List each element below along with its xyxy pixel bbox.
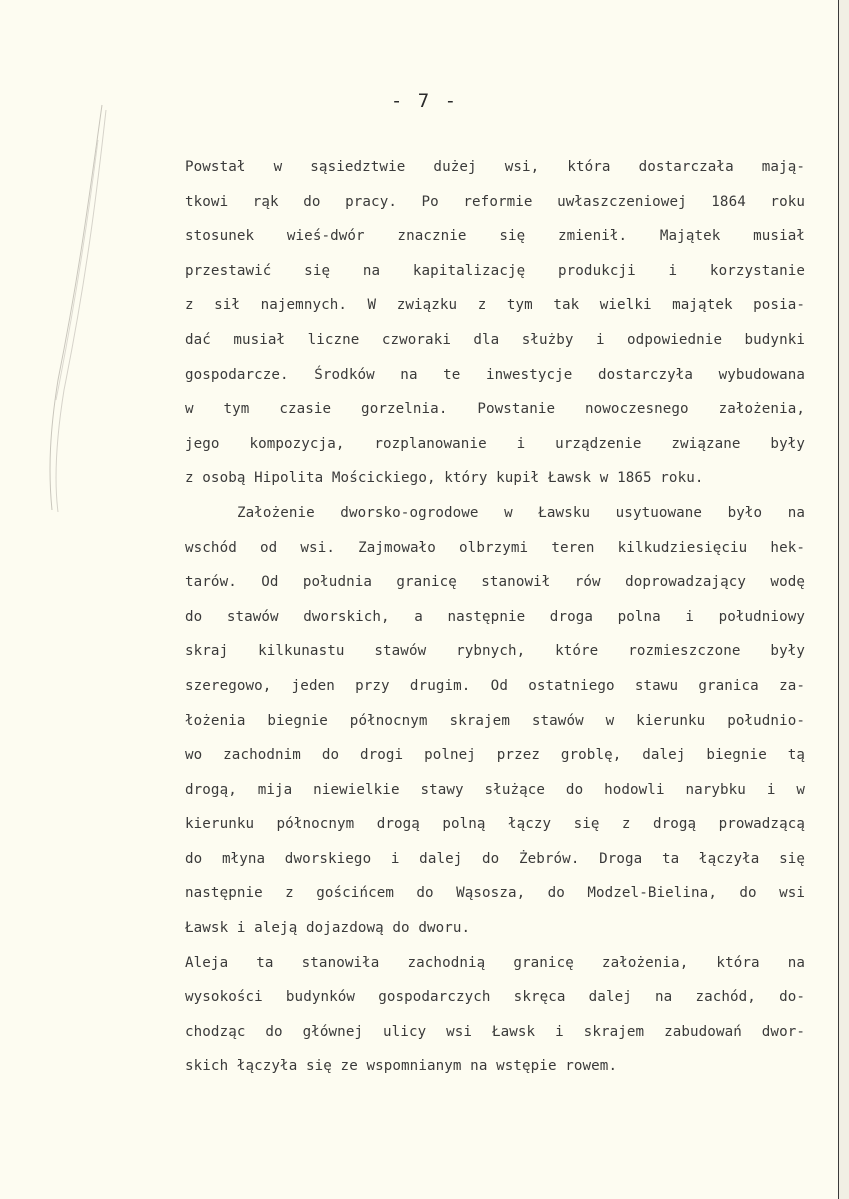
text-line: do stawów dworskich, a następnie droga polna i południowy <box>185 608 805 625</box>
text-line: chodząc do głównej ulicy wsi Ławsk i skrajem zabudowań dwor- <box>185 1023 805 1040</box>
paragraph <box>185 150 825 496</box>
text-line: wschód od wsi. Zajmowało olbrzymi teren kilkudziesięciu hek- <box>185 539 805 556</box>
text-line: Założenie dworsko-ogrodowe w Ławsku usytuowane było na <box>237 504 805 521</box>
text-line: wysokości budynków gospodarczych skręca dalej na zachód, do- <box>185 989 805 1006</box>
text-line: drogą, mija niewielkie stawy służące do hodowli narybku i w <box>185 781 805 798</box>
text-line: skraj kilkunastu stawów rybnych, które rozmieszczone były <box>185 643 805 660</box>
text-line: w tym czasie gorzelnia. Powstanie nowoczesnego założenia, <box>185 401 805 418</box>
text-line: Aleja ta stanowiła zachodnią granicę założenia, która na <box>185 954 805 971</box>
text-line: do młyna dworskiego i dalej do Żebrów. Droga ta łączyła się <box>185 850 805 867</box>
page-number: - 7 - <box>390 90 459 112</box>
page-edge-shadow <box>839 0 849 1199</box>
page-edge-line <box>838 0 839 1199</box>
text-line: łożenia biegnie północnym skrajem stawów w kierunku południo- <box>185 712 805 729</box>
text-line: wo zachodnim do drogi polnej przez groblę, dalej biegnie tą <box>185 747 805 764</box>
text-line: z osobą Hipolita Mościckiego, który kupił Ławsk w 1865 roku. <box>185 470 704 487</box>
body-text <box>185 150 825 1084</box>
paragraph <box>185 496 825 946</box>
text-line: przestawić się na kapitalizację produkcji i korzystanie <box>185 262 805 279</box>
text-line: kierunku północnym drogą polną łączy się z drogą prowadzącą <box>185 816 805 833</box>
text-line: z sił najemnych. W związku z tym tak wielki majątek posia- <box>185 297 805 314</box>
paragraph <box>185 946 825 1084</box>
text-line: jego kompozycja, rozplanowanie i urządzenie związane były <box>185 435 805 452</box>
text-line: stosunek wieś-dwór znacznie się zmienił. Majątek musiał <box>185 228 805 245</box>
text-line: Powstał w sąsiedztwie dużej wsi, która dostarczała mają- <box>185 159 805 175</box>
text-line: gospodarcze. Środków na te inwestycje dostarczyła wybudowana <box>185 366 805 383</box>
text-line: Ławsk i aleją dojazdową do dworu. <box>185 920 471 937</box>
text-line: szeregowo, jeden przy drugim. Od ostatniego stawu granica za- <box>185 677 805 694</box>
text-line: skich łączyła się ze wspomnianym na wstępie rowem. <box>185 1058 618 1075</box>
text-line: tarów. Od południa granicę stanowił rów doprowadzający wodę <box>185 574 805 591</box>
text-line: dać musiał liczne czworaki dla służby i odpowiednie budynki <box>185 331 805 348</box>
pencil-scribble-mark <box>40 100 120 520</box>
text-line: tkowi rąk do pracy. Po reformie uwłaszczeniowej 1864 roku <box>185 193 805 210</box>
text-line: następnie z gościńcem do Wąsosza, do Modzel-Bielina, do wsi <box>185 885 805 902</box>
